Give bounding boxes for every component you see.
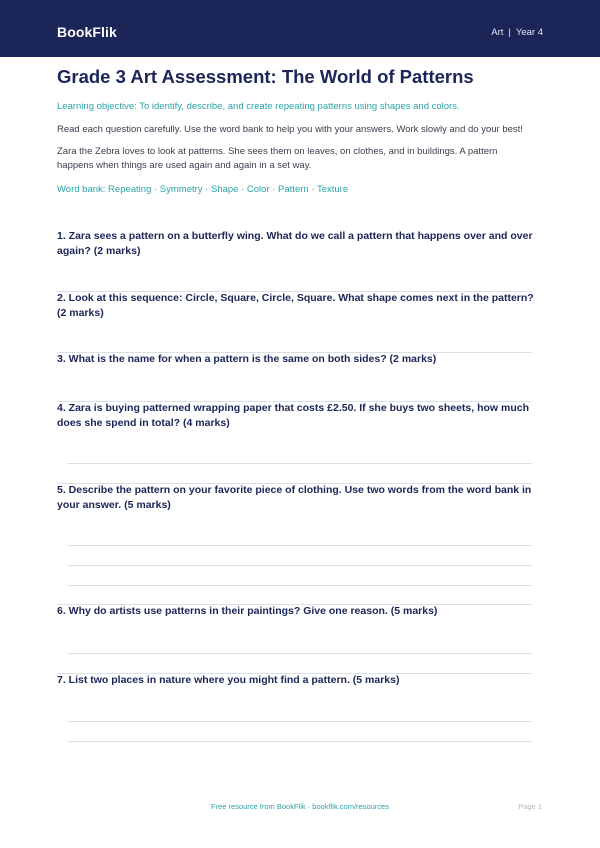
question-4: 4. Zara is buying patterned wrapping paper that costs £2.50. If she buys two sheets, how much does she spend in total? (4 marks) [57, 402, 530, 429]
question-3: 3. What is the name for when a pattern is the same on both sides? (2 marks) [57, 353, 437, 365]
learning-objective: Learning objective: To identify, describe, and create repeating patterns using shapes and colors. [57, 101, 460, 112]
word-bank: Word bank: Repeating · Symmetry · Shape · Color · Pattern · Texture [57, 184, 349, 195]
subject-label: Art [491, 27, 504, 38]
answer-line[interactable] [67, 585, 532, 586]
intro-section [57, 65, 532, 196]
answer-line[interactable] [67, 721, 532, 722]
story-text: Zara the Zebra loves to look at patterns. She sees them on leaves, on clothes, and in buildings. A pattern happens when things are used again and again in a set way. [57, 146, 498, 171]
answer-line[interactable] [67, 545, 532, 546]
answer-line[interactable] [67, 741, 532, 742]
instructions-text: Read each question carefully. Use the word bank to help you with your answers. Work slowly and do your best! [57, 124, 523, 135]
answer-line[interactable] [67, 565, 532, 566]
brand-logo[interactable]: BookFlik [57, 24, 117, 40]
question-1: 1. Zara sees a pattern on a butterfly wing. What do we call a pattern that happens over and over again? (2 marks) [57, 230, 533, 257]
page-number: Page 1 [518, 802, 542, 811]
year-label: Year 4 [515, 27, 543, 38]
question-6: 6. Why do artists use patterns in their paintings? Give one reason. (5 marks) [57, 605, 438, 617]
answer-line[interactable] [67, 653, 532, 654]
question-7: 7. List two places in nature where you might find a pattern. (5 marks) [57, 674, 400, 686]
page-title: Grade 3 Art Assessment: The World of Patterns [57, 66, 474, 87]
header-bar [0, 0, 600, 57]
question-2: 2. Look at this sequence: Circle, Square, Circle, Square. What shape comes next in the pattern? (2 marks) [57, 292, 534, 319]
meta-separator: | [508, 27, 511, 38]
question-5: 5. Describe the pattern on your favorite piece of clothing. Use two words from the word bank in your answer. (5 marks) [57, 484, 532, 511]
answer-line[interactable] [67, 463, 532, 464]
subject-year-label [491, 27, 543, 39]
footer-text[interactable]: Free resource from BookFlik · bookflik.com/resources [211, 802, 389, 811]
